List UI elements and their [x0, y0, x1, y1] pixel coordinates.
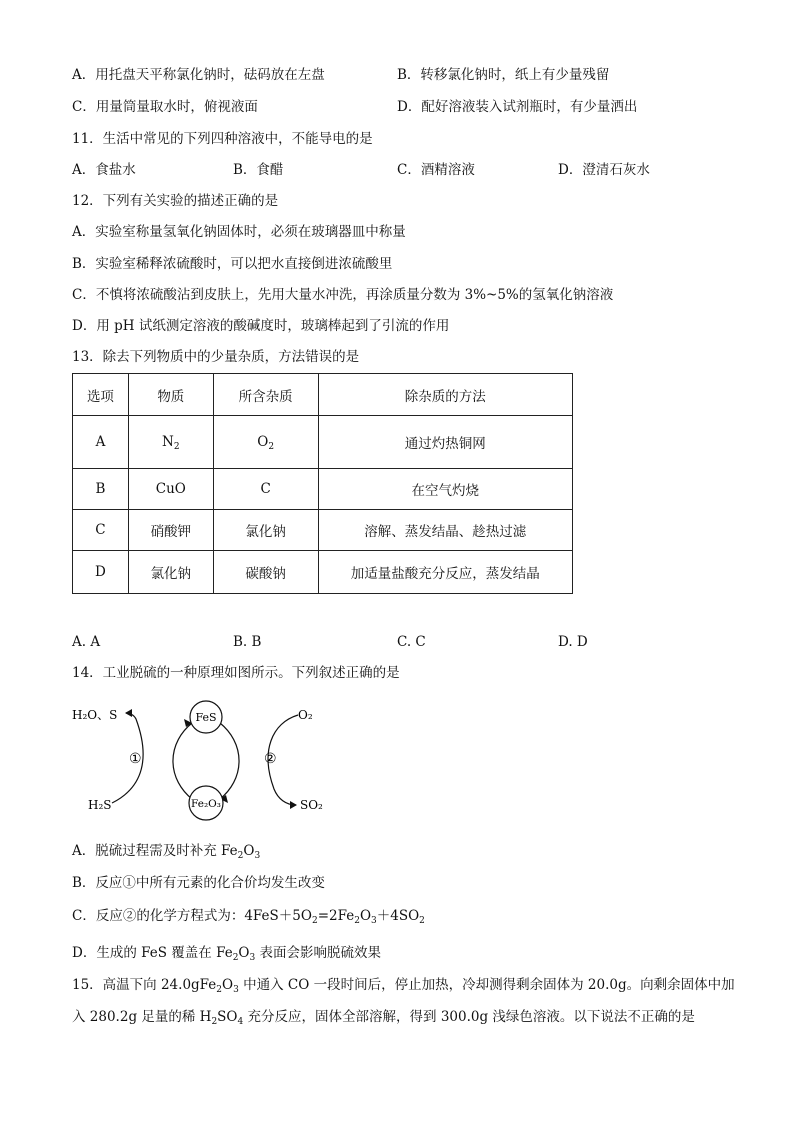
text: 入 280.2g 足量的稀 H [72, 1009, 212, 1025]
q13-option-c: C. C [397, 634, 426, 650]
table-header-cell: 所含杂质 [213, 374, 318, 416]
q12-option-d: D．用 pH 试纸测定溶液的酸碱度时，玻璃棒起到了引流的作用 [72, 318, 450, 334]
text: =2Fe [317, 908, 355, 924]
q12-stem: 12．下列有关实验的描述正确的是 [72, 193, 279, 209]
table-row [73, 510, 573, 551]
q13-option-a: A. A [72, 634, 101, 650]
q11-stem: 11．生活中常见的下列四种溶液中，不能导电的是 [72, 131, 373, 147]
formula-subscript: 2 [173, 442, 180, 452]
subscript: 3 [233, 985, 239, 995]
text: 表面会影响脱硫效果 [255, 945, 382, 961]
table-cell-substance: CuO [128, 469, 213, 510]
q14-option-a [72, 842, 260, 860]
q12-option-c: C．不慎将浓硫酸沾到皮肤上，先用大量水冲洗，再涂质量分数为 3%~5%的氢氧化钠溶液 [72, 287, 614, 303]
table-cell-substance [128, 416, 213, 469]
subscript: 2 [311, 916, 318, 926]
text: 中通入 CO 一段时间后，停止加热，冷却测得剩余固体为 20.0g。向剩余固体中加 [238, 977, 735, 993]
reaction-2-label: ② [264, 751, 277, 767]
reaction-1-label: ① [129, 751, 142, 767]
subscript: 2 [419, 916, 425, 926]
text: O [222, 977, 234, 993]
q11-option-b: B．食醋 [233, 162, 284, 178]
q14-stem: 14．工业脱硫的一种原理如图所示。下列叙述正确的是 [72, 665, 400, 681]
table-cell-method: 加适量盐酸充分反应，蒸发结晶 [318, 551, 572, 594]
q11-option-c: C．酒精溶液 [397, 162, 475, 178]
formula-text: O [257, 434, 269, 450]
table-cell-substance: 氯化钠 [128, 551, 213, 594]
text: ＋4SO [376, 908, 420, 924]
q10-option-a: A．用托盘天平称氯化钠时，砝码放在左盘 [72, 67, 325, 83]
text: A．脱硫过程需及时补充 Fe [72, 843, 238, 859]
cycle-left-arc [173, 723, 192, 799]
table-header-cell: 选项 [73, 374, 129, 416]
fe2o3-label: Fe₂O₃ [191, 798, 221, 810]
q13-table [72, 373, 573, 594]
q12-option-a: A．实验室称量氢氧化钠固体时，必须在玻璃器皿中称量 [72, 224, 406, 240]
q10-option-b: B．转移氯化钠时，纸上有少量残留 [397, 67, 610, 83]
q11-option-a: A．食盐水 [72, 162, 136, 178]
o2-label: O₂ [298, 708, 313, 722]
cycle-right-arc [220, 723, 239, 799]
text: SO [217, 1009, 238, 1025]
table-cell-option: D [73, 551, 129, 594]
subscript: 2 [232, 953, 239, 963]
subscript: 3 [249, 953, 256, 963]
table-cell-impurity [213, 416, 318, 469]
table-row [73, 469, 573, 510]
subscript: 3 [254, 851, 261, 861]
text: D．生成的 FeS 覆盖在 Fe [72, 945, 233, 961]
subscript: 3 [371, 916, 377, 926]
so2-label: SO₂ [300, 798, 323, 812]
table-cell-method: 在空气灼烧 [318, 469, 572, 510]
q13-option-b: B. B [233, 634, 262, 650]
table-row [73, 551, 573, 594]
text: O [238, 945, 250, 961]
subscript: 2 [216, 985, 223, 995]
table-cell-substance: 硝酸钾 [128, 510, 213, 551]
desulfurization-cycle-diagram [60, 695, 350, 825]
table-header-row [73, 374, 573, 416]
text: C．反应②的化学方程式为：4FeS＋5O [72, 908, 312, 924]
q13-stem: 13．除去下列物质中的少量杂质，方法错误的是 [72, 349, 360, 365]
q15-stem-line-1 [72, 976, 735, 994]
table-cell-method: 通过灼热铜网 [318, 416, 572, 469]
products-label: H₂O、S [72, 708, 118, 722]
subscript: 4 [237, 1017, 244, 1027]
subscript: 2 [211, 1017, 218, 1027]
text: 充分反应，固体全部溶解，得到 300.0g 浅绿色溶液。以下说法不正确的是 [243, 1009, 695, 1025]
text: O [359, 908, 372, 924]
table-header-cell: 物质 [128, 374, 213, 416]
formula-text: N [162, 434, 174, 450]
h2s-label: H₂S [88, 798, 112, 812]
q14-option-b: B．反应①中所有元素的化合价均发生改变 [72, 875, 325, 891]
q14-option-d [72, 944, 381, 962]
q13-option-d: D. D [558, 634, 588, 650]
table-cell-method: 溶解、蒸发结晶、趁热过滤 [318, 510, 572, 551]
table-cell-impurity: C [213, 469, 318, 510]
q10-option-d: D．配好溶液装入试剂瓶时，有少量洒出 [397, 99, 638, 115]
table-cell-option: C [73, 510, 129, 551]
fes-label: FeS [195, 711, 217, 724]
table-cell-option: A [73, 416, 129, 469]
q10-option-c: C．用量筒量取水时，俯视液面 [72, 99, 258, 115]
table-cell-option: B [73, 469, 129, 510]
table-header-cell: 除杂质的方法 [318, 374, 572, 416]
table-cell-impurity: 碳酸钠 [213, 551, 318, 594]
table-cell-impurity: 氯化钠 [213, 510, 318, 551]
q12-option-b: B．实验室稀释浓硫酸时，可以把水直接倒进浓硫酸里 [72, 256, 393, 272]
text: 15．高温下向 24.0gFe [72, 977, 217, 993]
subscript: 2 [237, 851, 244, 861]
table-row [73, 416, 573, 469]
text: O [243, 843, 255, 859]
subscript: 2 [354, 916, 360, 926]
formula-subscript: 2 [268, 442, 275, 452]
q15-stem-line-2 [72, 1008, 695, 1026]
q11-option-d: D．澄清石灰水 [558, 162, 650, 178]
q14-option-c [72, 907, 425, 925]
